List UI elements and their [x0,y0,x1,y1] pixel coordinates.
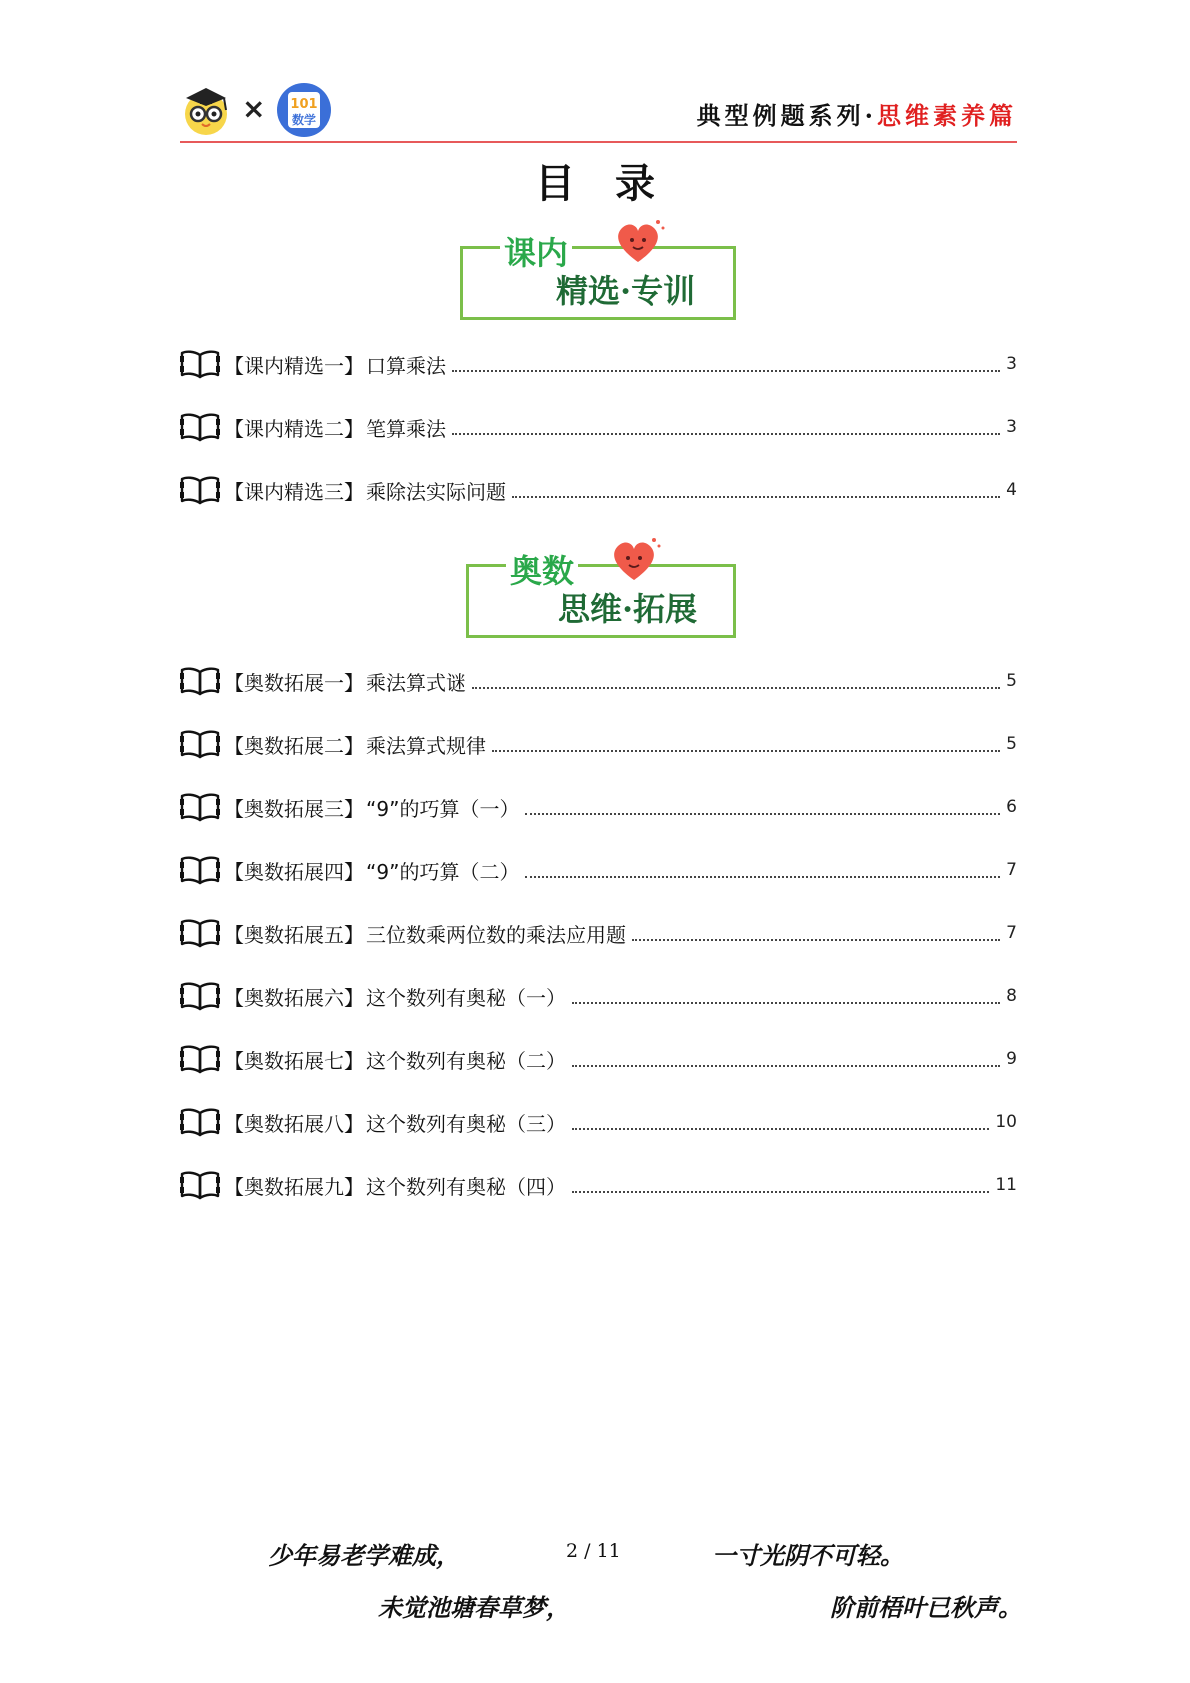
logo-101-text: 数学 [291,113,317,127]
toc-entry[interactable] [180,1105,1017,1139]
toc-entry-page: 5 [1006,671,1017,691]
toc-entry-title: 口算乘法 [366,353,446,378]
toc-entry-tag: 【课内精选三】 [224,479,364,504]
toc-dot-leader [512,496,1000,498]
section-badge-line2: 思维·拓展 [558,590,698,628]
toc-dot-leader [452,370,1000,372]
toc-dot-leader [525,813,1000,815]
toc-dot-leader [572,1002,1000,1004]
toc-entry-page: 5 [1006,734,1017,754]
section-badge-in-class [460,212,736,320]
toc-entry[interactable] [180,979,1017,1013]
toc-entry-tag: 【课内精选一】 [224,353,364,378]
toc-dot-leader [572,1065,1000,1067]
open-book-icon [180,666,220,696]
toc-dot-leader [492,750,1000,752]
owl-logo-icon [180,84,232,136]
toc-entry-page: 4 [1006,480,1017,500]
toc-entry-tag: 【奥数拓展四】 [224,859,364,884]
toc-entry-title: 乘法算式规律 [366,733,486,758]
open-book-icon [180,1170,220,1200]
open-book-icon [180,981,220,1011]
open-book-icon [180,349,220,379]
toc-entry-tag: 【课内精选二】 [224,416,364,441]
toc-entry-title: “9”的巧算（二） [366,859,520,884]
poem-line1-right: 一寸光阴不可轻。 [712,1541,904,1570]
page-indicator: 2 / 11 [566,1540,621,1562]
toc-entry-tag: 【奥数拓展一】 [224,670,364,695]
toc-entry-title: 笔算乘法 [366,416,446,441]
series-title-main: 典型例题系列· [696,101,877,130]
toc-entry[interactable] [180,1168,1017,1202]
toc-entry[interactable] [180,790,1017,824]
logo-101-number: 101 [290,97,318,112]
toc-entry-tag: 【奥数拓展六】 [224,985,364,1010]
page-header [180,78,1017,142]
toc-entry-title: “9”的巧算（一） [366,796,520,821]
toc-entry-title: 三位数乘两位数的乘法应用题 [366,922,626,947]
toc-entry[interactable] [180,727,1017,761]
toc-entry-page: 7 [1006,923,1017,943]
toc-entry-tag: 【奥数拓展二】 [224,733,364,758]
math-101-logo-icon [276,82,332,138]
open-book-icon [180,792,220,822]
section-badge-line1: 奥数 [506,546,578,592]
open-book-icon [180,1107,220,1137]
toc-entry[interactable] [180,473,1017,507]
toc-entry-tag: 【奥数拓展三】 [224,796,364,821]
toc-entry-page: 3 [1006,354,1017,374]
toc-entry-title: 这个数列有奥秘（一） [366,985,566,1010]
toc-entry[interactable] [180,410,1017,444]
toc-entry-tag: 【奥数拓展九】 [224,1174,364,1199]
toc-dot-leader [572,1128,989,1130]
toc-entry-title: 这个数列有奥秘（二） [366,1048,566,1073]
open-book-icon [180,855,220,885]
poem-line1-left: 少年易老学难成， [268,1541,460,1570]
open-book-icon [180,475,220,505]
toc-dot-leader [572,1191,989,1193]
toc-entry-tag: 【奥数拓展八】 [224,1111,364,1136]
toc-entry-tag: 【奥数拓展七】 [224,1048,364,1073]
toc-entry[interactable] [180,1042,1017,1076]
header-rule [180,141,1017,143]
toc-entry-page: 3 [1006,417,1017,437]
toc-entry-page: 8 [1006,986,1017,1006]
toc-entry[interactable] [180,916,1017,950]
toc-entry-title: 这个数列有奥秘（三） [366,1111,566,1136]
toc-entry-title: 乘法算式谜 [366,670,466,695]
toc-entry-title: 这个数列有奥秘（四） [366,1174,566,1199]
toc-entry-page: 9 [1006,1049,1017,1069]
heart-icon [610,216,666,266]
heart-icon [606,534,662,584]
open-book-icon [180,412,220,442]
toc-entry-page: 7 [1006,860,1017,880]
section-badge-olympiad [466,530,742,638]
toc-dot-leader [525,876,1000,878]
open-book-icon [180,918,220,948]
toc-entry[interactable] [180,853,1017,887]
section-badge-line1: 课内 [500,228,572,274]
toc-entry-tag: 【奥数拓展五】 [224,922,364,947]
page-title: 目录 [535,160,695,207]
poem-line2-left: 未觉池塘春草梦， [378,1593,570,1622]
series-title [697,96,1017,131]
times-symbol: × [242,92,266,125]
toc-dot-leader [472,687,1000,689]
toc-entry-title: 乘除法实际问题 [366,479,506,504]
open-book-icon [180,729,220,759]
toc-entry-page: 11 [995,1175,1017,1195]
open-book-icon [180,1044,220,1074]
toc-dot-leader [632,939,1000,941]
series-title-sub: 思维素养篇 [877,101,1017,130]
toc-entry-page: 6 [1006,797,1017,817]
toc-entry[interactable] [180,664,1017,698]
toc-entry-page: 10 [995,1112,1017,1132]
poem-line2-right: 阶前梧叶已秋声。 [830,1593,1022,1622]
section-badge-line2: 精选·专训 [556,272,696,310]
toc-entry[interactable] [180,347,1017,381]
toc-dot-leader [452,433,1000,435]
